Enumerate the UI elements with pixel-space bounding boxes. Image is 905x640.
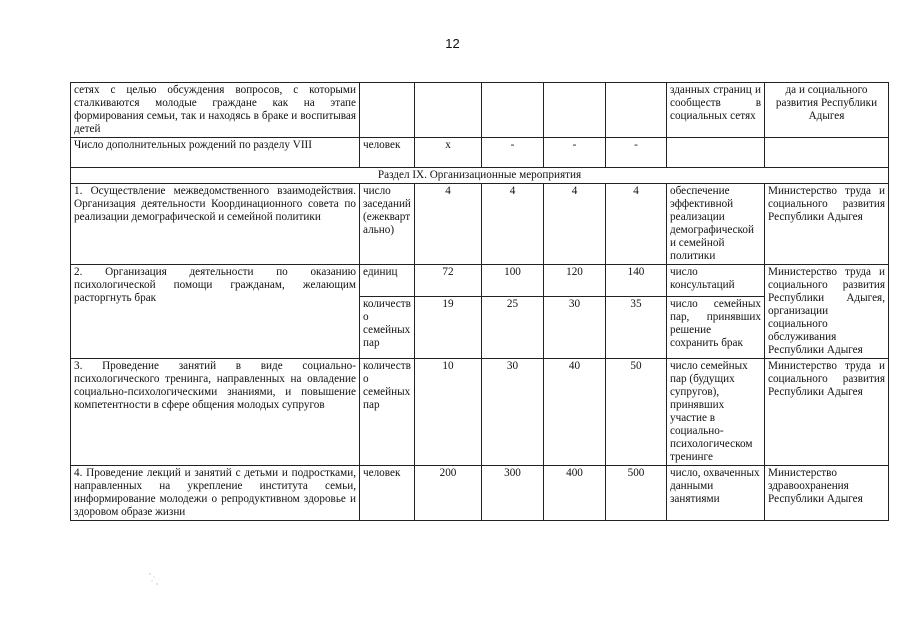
measure-text: 2. Организация деятельности по оказанию психологической помощи гражданам, желающим расторгнуть брак: [71, 265, 360, 359]
value-year-2: 300: [482, 466, 544, 521]
value-year-1: 72: [415, 265, 482, 297]
value-year-2: [482, 83, 544, 138]
measure-responsible: [765, 138, 889, 168]
section-title: Раздел IX. Организационные мероприятия: [71, 168, 889, 184]
value-year-3: [544, 83, 606, 138]
measure-result: обеспечение эффективной реализации демографической и семейной политики: [667, 184, 765, 265]
measure-text: 4. Проведение лекций и занятий с детьми и подростками, направленных на укрепление института семьи, информирование молодежи о репродуктивном здоровье и здоровом образе жизни: [71, 466, 360, 521]
measure-responsible: Министерство труда и социального развития Республики Адыгея: [765, 184, 889, 265]
value-year-4: 50: [606, 359, 667, 466]
measure-responsible: Министерство здравоохранения Республики Адыгея: [765, 466, 889, 521]
value-year-4: 140: [606, 265, 667, 297]
value-year-4: [606, 83, 667, 138]
measure-unit: число заседаний (ежеквартально): [360, 184, 415, 265]
value-year-1: 4: [415, 184, 482, 265]
value-year-4: -: [606, 138, 667, 168]
measure-unit: [360, 83, 415, 138]
table-row: [71, 184, 889, 265]
value-year-1: x: [415, 138, 482, 168]
measure-unit-secondary: количество семейных пар: [360, 297, 415, 359]
value-year-2: 30: [482, 359, 544, 466]
value-year-1: [415, 83, 482, 138]
measure-responsible: Министерство труда и социального развития Республики Адыгея: [765, 359, 889, 466]
value-year-3: 400: [544, 466, 606, 521]
table-row: [71, 466, 889, 521]
measure-unit: количество семейных пар: [360, 359, 415, 466]
measure-responsible: да и социального развития Республики Адыгея: [765, 83, 889, 138]
measure-unit: человек: [360, 138, 415, 168]
measures-table: [70, 82, 889, 521]
value-year-1: 200: [415, 466, 482, 521]
table-row: [71, 83, 889, 138]
measure-result: [667, 138, 765, 168]
value-year-3: 120: [544, 265, 606, 297]
table-row: [71, 359, 889, 466]
measure-unit: человек: [360, 466, 415, 521]
measure-responsible: Министерство труда и социального развития Республики Адыгея, организации социального обслуживания Республики Адыгея: [765, 265, 889, 359]
table-row: [71, 265, 889, 297]
value-year-2: 4: [482, 184, 544, 265]
value-year-4: 500: [606, 466, 667, 521]
measure-unit: единиц: [360, 265, 415, 297]
value-year-2: -: [482, 138, 544, 168]
value-year-1-secondary: 19: [415, 297, 482, 359]
measure-result-secondary: число семейных пар, принявших решение сохранить брак: [667, 297, 765, 359]
value-year-4-secondary: 35: [606, 297, 667, 359]
table-row: [71, 138, 889, 168]
value-year-3-secondary: 30: [544, 297, 606, 359]
measure-result: число, охваченных данными занятиями: [667, 466, 765, 521]
measure-result: число семейных пар (будущих супругов), принявших участие в социально-психологическом тренинге: [667, 359, 765, 466]
measure-text: 3. Проведение занятий в виде социально-психологического тренинга, направленных на овладение социально-психологическими знаниями, и повышение компетентности в сфере общения молодых супругов: [71, 359, 360, 466]
measure-result: число консультаций: [667, 265, 765, 297]
scan-speckle: [148, 572, 162, 588]
section-header-row: [71, 168, 889, 184]
measure-text: Число дополнительных рождений по разделу VIII: [71, 138, 360, 168]
value-year-3: -: [544, 138, 606, 168]
value-year-4: 4: [606, 184, 667, 265]
value-year-1: 10: [415, 359, 482, 466]
value-year-2-secondary: 25: [482, 297, 544, 359]
measure-text: сетях с целью обсуждения вопросов, с которыми сталкиваются молодые граждане как на этапе формирования семьи, так и находясь в браке и воспитывая детей: [71, 83, 360, 138]
value-year-3: 40: [544, 359, 606, 466]
value-year-2: 100: [482, 265, 544, 297]
value-year-3: 4: [544, 184, 606, 265]
measure-text: 1. Осуществление межведомственного взаимодействия. Организация деятельности Координационного совета по реализации демографической и семейной политики: [71, 184, 360, 265]
measure-result: зданных страниц и сообществ в социальных сетях: [667, 83, 765, 138]
page-number: 12: [445, 36, 460, 51]
